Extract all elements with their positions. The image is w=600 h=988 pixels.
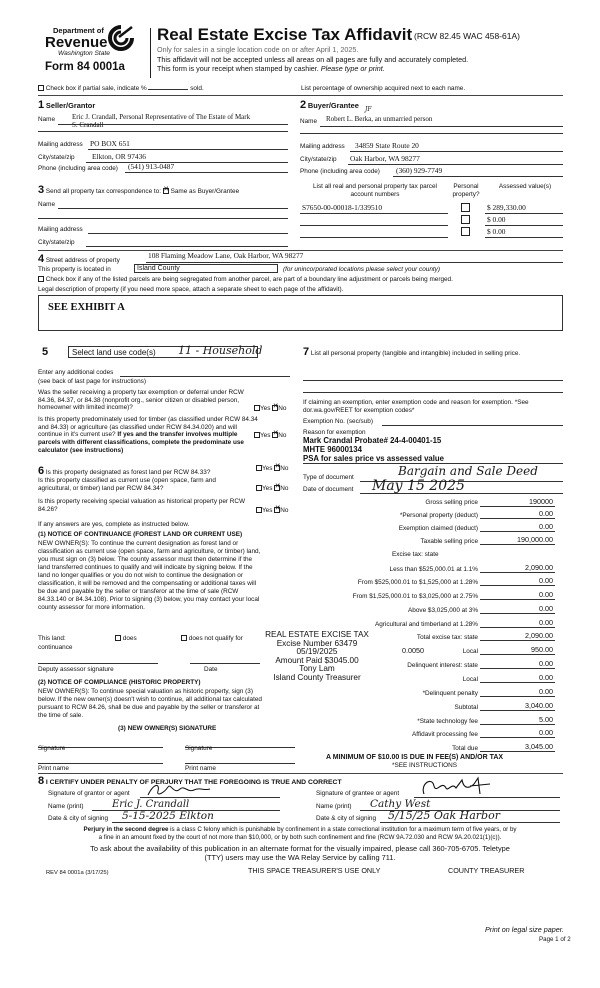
see-instructions: *SEE INSTRUCTIONS [392,762,457,769]
buyer-name-value: Robert L. Berka, an unmarried person [326,115,433,123]
taxable-field[interactable] [480,544,555,545]
does-not-option: does not qualify for [181,635,243,643]
seller-city-field[interactable] [86,162,288,163]
buyer-name-field[interactable] [320,126,563,127]
header-note3: This form is your receipt when stamped by cashier. Please type or print. [157,64,385,73]
buyer-name-line2 [300,133,563,134]
seller-name-value-2: S. Crandall [72,121,104,129]
does-not-checkbox[interactable] [181,635,187,641]
parcel-row-3-personal-checkbox[interactable] [461,227,470,236]
additional-codes-field[interactable] [120,376,290,377]
correspondence-heading: 3 Send all property tax correspondence to: ✕ Same as Buyer/Grantee [38,184,239,197]
partial-sale-checkbox[interactable] [38,85,44,91]
seller-mailing-label: Mailing address [38,141,83,148]
exemption-typed-1: Mark Crandal Probate# 24-4-00401-15 [303,436,442,445]
grantee-name-value: Cathy West [370,798,431,810]
gross-field[interactable] [480,506,555,507]
section5-q1: Was the seller receiving a property tax exemption or deferral under RCW 84.36, 84.37, or 84.38 (nonprofit org., senior citizen or disabled person, homeowner with limited income)? [38,389,244,412]
deputy-date-field[interactable] [190,663,260,664]
type-doc-label: Type of document [303,474,354,481]
historic-no-checkbox[interactable] [274,507,280,513]
grantor-sig-label: Signature of grantor or agent [48,790,130,797]
exemption-deduct-label: Exemption claimed (deduct) [398,525,478,532]
stamp-line4: Amount Paid $3045.00 [275,655,359,665]
current-use-yes-checkbox[interactable] [256,485,262,491]
buyer-mailing-label: Mailing address [300,143,345,150]
seller-name-line2 [38,131,288,132]
tier1-field[interactable] [480,572,555,573]
delinq-penalty-value: 0.00 [539,687,553,696]
corr-city-label: City/state/zip [38,239,75,246]
gross-value: 190000 [529,497,553,506]
deputy-date-label: Date [204,666,218,673]
grantee-date-label: Date & city of signing [316,815,377,822]
tier2-field[interactable] [480,585,555,586]
tier4-field[interactable] [480,613,555,614]
section6-q1-answer: Yes ✕ No [256,465,288,473]
grantor-name-value: Eric J. Crandall [112,799,190,810]
personal-deduct-label: *Personal property (deduct) [399,512,478,519]
seller-heading: 1 Seller/Grantor [38,99,96,111]
partial-sale-label: Check box if partial sale, indicate % [45,85,147,92]
corr-city-field[interactable] [86,246,288,247]
header-note2: This affidavit will not be accepted unless all areas on all pages are fully and accurately completed. [157,55,469,64]
dor-logo [38,24,148,80]
legal-paper-note: Print on legal size paper. [485,925,564,934]
street-row: 4 Street address of property [38,253,120,265]
parcel-row-2-value: $ 0.00 [487,215,506,224]
total-state-label: Total excise tax: state [416,634,478,641]
corr-name-line2 [38,218,288,219]
partial-sale-row [38,85,204,93]
parcel-row-3-field[interactable] [300,237,448,238]
exemption-no-label: Exemption No. (sec/sub) [303,418,373,425]
certify-heading: 8 I CERTIFY UNDER PENALTY OF PERJURY THAT THE FOREGOING IS TRUE AND CORRECT [38,775,342,787]
same-as-buyer-checkbox[interactable] [163,188,169,194]
tech-fee-field[interactable] [480,724,555,725]
notice2-title: (2) NOTICE OF COMPLIANCE (HISTORIC PROPERTY) [38,679,201,686]
parcels-col1-header: List all real and personal property tax parcel account numbers [313,183,437,198]
owner-print-1-label: Print name [38,765,69,772]
exemption-deduct-field[interactable] [480,531,555,532]
notice1-text: NEW OWNER(S): To continue the current designation as forest land or classification as current use (open space, farm and agriculture, or timber) land, you must sign on (3) below. The county assessor must then determine if the land transferred continues to qualify and will indicate by signing below. If the land no longer qualifies or you do not wish to continue the designation or classification, it will be removed and the compensating or additional taxes will be due and payable by the seller or transferor at the time of sale (RCW 84.33.140 or 84.34.108). Prior to signing (3) below, you may contact your local county assessor for more information. [38,540,261,611]
section5-q2-answer: Yes ✕ No [254,432,286,440]
buyer-heading: 2 Buyer/Grantee [300,99,359,111]
owner-signature-1-label: Signature [38,745,66,752]
total-state-value: 2,090.00 [525,631,553,640]
dept-line2: Revenue [45,34,108,51]
partial-percent-field[interactable] [148,89,188,90]
ag-field[interactable] [480,627,555,628]
corr-mailing-label: Mailing address [38,226,83,233]
total-due-value: 3,045.00 [525,742,553,751]
availability-line1: To ask about the availability of this publication in an alternate format for the visually impaired, please call 360-705-6705. Teletype [90,844,510,853]
section6-q2: Is this property classified as current use (open space, farm and agricultural, or timber) land per RCW 84.34? [38,477,216,492]
section5-q1-answer: Yes ✕ No [254,405,286,413]
personal-property-field-2[interactable] [303,392,563,393]
deputy-signature-label: Deputy assessor signature [38,666,114,673]
tech-fee-value: 5.00 [539,715,553,724]
q2-no-checkbox[interactable] [272,432,278,438]
dor-swirl-icon [108,25,134,51]
seller-name-label: Name [38,116,56,123]
corr-name-field[interactable] [58,208,288,209]
subtotal-field[interactable] [480,710,555,711]
stamp-line1: REAL ESTATE EXCISE TAX [265,630,369,639]
segregated-checkbox[interactable] [38,276,44,282]
delinq-local-field[interactable] [480,682,555,683]
parcel-row-1-value-field[interactable] [485,213,563,214]
ownership-note: List percentage of ownership acquired next to each name. [301,85,466,92]
section6-q1: 6 Is this property designated as forest land per RCW 84.33? [38,465,211,477]
total-due-field[interactable] [480,751,555,752]
q2-yes-checkbox[interactable] [254,432,260,438]
dept-line3: Washington State [58,50,110,57]
historic-yes-checkbox[interactable] [256,507,262,513]
stamp-line2: Excise Number 63479 [276,638,358,648]
continuance-label: continuance [38,644,73,651]
grantee-sig-label: Signature of grantee or agent [316,790,400,797]
delinq-local-label: Local [462,676,478,683]
type-doc-value: Bargain and Sale Deed [398,464,538,478]
date-doc-value: May 15 2025 [372,478,465,494]
land-use-handwritten: 11 - Household [178,344,263,357]
forest-yes-checkbox[interactable] [256,465,262,471]
deputy-signature-field[interactable] [38,663,158,664]
subtotal-label: Subtotal [454,704,478,711]
parcel-row-1-number: S7650-00-00018-1/339510 [302,203,383,212]
section6-q3: Is this property receiving special valuation as historical property per RCW 84.26? [38,498,246,513]
exemption-deduct-value: 0.00 [539,522,553,531]
current-use-no-checkbox[interactable] [274,485,280,491]
reason-label: Reason for exemption [303,429,366,436]
form-number: Form 84 0001a [45,61,125,73]
buyer-city-label: City/state/zip [300,156,337,163]
grantee-name-label: Name (print) [316,803,352,810]
section5-q2: Is this property predominately used for timber (as classified under RCW 84.34 and 84.33) or agriculture (as classified under RCW 84.34.020) and will continue in it's current use? If yes and the transfer involves multiple parcels with different classifications, complete the predominate use calculator (see instructions) [38,416,258,454]
forest-no-checkbox[interactable] [274,465,280,471]
located-note: (for unincorporated locations please select your county) [283,266,441,273]
section5-number: 5 [42,346,49,358]
form-rcw: (RCW 82.45 WAC 458-61A) [414,31,520,41]
taxable-value: 190,000.00 [517,535,553,544]
tier1-value: 2,090.00 [525,563,553,572]
availability-line2: (TTY) users may use the WA Relay Service by calling 711. [204,853,396,862]
grantee-date-value: 5/15/25 Oak Harbor [388,809,500,822]
parcel-row-3-value-field[interactable] [485,237,563,238]
personal-deduct-value: 0.00 [539,509,553,518]
parcel-row-1-value: $ 289,330.00 [487,203,526,212]
delinq-state-field[interactable] [480,668,555,669]
delinq-state-value: 0.00 [539,659,553,668]
processing-fee-label: Affidavit processing fee [412,731,478,738]
owner-print-2-label: Print name [185,765,216,772]
parcels-col3-header: Assessed value(s) [498,183,552,190]
gross-label: Gross selling price [425,499,478,506]
buyer-phone-value: (360) 929-7749 [396,166,443,175]
notice1-title: (1) NOTICE OF CONTINUANCE (FOREST LAND OR CURRENT USE) [38,531,243,538]
local-rate: 0.0050 [402,646,424,655]
tech-fee-label: *State technology fee [417,718,478,725]
delinq-penalty-field[interactable] [480,696,555,697]
page-number: Page 1 of 2 [539,936,571,943]
seller-phone-field[interactable] [125,172,288,173]
buyer-phone-label: Phone (including area code) [300,168,380,175]
subtotal-value: 3,040.00 [525,701,553,710]
exemption-typed-2: MHTE 96000134 [303,445,362,454]
perjury-line2: a fine in an amount fixed by the court of not more than $10,000, or by both such confinement and fine (RCW 9A.72.030 and RCW 9A.20.021(1)(c)). [98,834,502,841]
seller-name-value: Eric J. Crandall, Personal Representative of The Estate of Mark [72,113,251,121]
corr-mailing-field[interactable] [88,233,288,234]
treasurer-only: THIS SPACE TREASURER'S USE ONLY [248,866,381,875]
grantee-signature [418,774,496,800]
buyer-city-value: Oak Harbor, WA 98277 [350,154,420,163]
does-option: does [115,635,137,643]
buyer-name-label: Name [300,118,318,125]
header-note1: Only for sales in a single location code on or after April 1, 2025. [157,45,359,54]
seller-city-label: City/state/zip [38,154,75,161]
buyer-mailing-value: 34859 State Route 20 [355,141,419,150]
land-use-select-label: Select land use code(s) [72,348,156,357]
partial-sold-label: sold. [190,85,204,92]
personal-property-label: 7 List all personal property (tangible and intangible) included in selling price. [303,346,521,358]
treasurer-stamp [258,631,376,683]
owner-print-1-field[interactable] [38,763,163,764]
tier2-label: From $525,000.01 to $1,525,000 at 1.28% [357,579,478,586]
buyer-initials: JF [365,106,372,113]
personal-deduct-field[interactable] [480,518,555,519]
rev-number: REV 84 0001a (3/17/25) [46,870,109,876]
tier4-label: Above $3,025,000 at 3% [408,607,478,614]
parcels-col2-header: Personal property? [452,183,480,198]
tier3-field[interactable] [480,599,555,600]
excise-state-header: Excise tax: state [392,551,439,558]
form-title: Real Estate Excise Tax Affidavit [157,25,413,44]
processing-fee-value: 0.00 [539,728,553,737]
date-doc-label: Date of document [303,486,354,493]
q1-yes-checkbox[interactable] [254,405,260,411]
if-yes-note: If any answers are yes, complete as instructed below. [38,521,190,528]
owner-signature-2-label: Signature [185,745,213,752]
legal-description-value: SEE EXHIBIT A [48,302,125,313]
delinq-local-value: 0.00 [539,673,553,682]
seller-city-value: Elkton, OR 97436 [92,152,146,161]
minimum-note: A MINIMUM OF $10.00 IS DUE IN FEE(S) AND/OR TAX [326,754,504,761]
located-label: This property is located in [38,266,111,273]
personal-property-field-1[interactable] [303,380,563,381]
delinq-penalty-label: *Delinquent penalty [422,690,478,697]
segregated-row: Check box if any of the listed parcels are being segregated from another parcel, are part of a boundary line adjustment or parcels being merged. [38,276,453,284]
street-value: 108 Flaming Meadow Lane, Oak Harbor, WA 98277 [148,251,304,260]
exemption-label: If claiming an exemption, enter exemption code and reason for exemption. *See dor.wa.gov/REET for exemption codes* [303,399,529,414]
street-field[interactable] [146,262,563,263]
additional-codes-label: Enter any additional codes [38,369,114,376]
this-land-label: This land: [38,635,66,642]
header-divider [150,28,151,78]
stamp-line6: Island County Treasurer [273,673,361,683]
seller-mailing-value: PO BOX 651 [90,139,130,148]
local-label: Local [462,648,478,655]
county-select[interactable]: Island County [134,264,278,273]
local-field[interactable] [480,654,555,655]
parcel-row-2-value-field[interactable] [485,225,563,226]
taxable-label: Taxable selling price [420,538,478,545]
buyer-phone-field[interactable] [393,176,563,177]
ag-label: Agricultural and timberland at 1.28% [374,621,478,628]
grantor-date-label: Date & city of signing [48,815,109,822]
owner-print-2-field[interactable] [185,763,295,764]
total-state-field[interactable] [480,640,555,641]
buyer-city-field[interactable] [348,164,563,165]
dept-line1: Department of [53,26,104,35]
grantor-name-label: Name (print) [48,803,84,810]
does-checkbox[interactable] [115,635,121,641]
section6-q3-answer: Yes ✕ No [256,507,288,515]
total-due-label: Total due [452,745,478,752]
exemption-no-field[interactable] [382,425,563,426]
county-treasurer: COUNTY TREASURER [448,866,525,875]
divider [38,95,563,96]
seller-phone-value: (541) 913-0487 [128,162,175,171]
tier2-value: 0.00 [539,576,553,585]
notice2-text: NEW OWNER(S): To continue special valuation as historic property, sign (3) below. If the new owner(s) doesn't wish to continue, all additional tax calculated pursuant to RCW 84.26, shall be due and payable by the seller or transferor at the time of sale. [38,688,262,719]
tier1-label: Less than $525,000.01 at 1.1% [389,566,478,573]
buyer-mailing-field[interactable] [350,151,563,152]
seller-mailing-field[interactable] [88,149,288,150]
q1-no-checkbox[interactable] [272,405,278,411]
tier4-value: 0.00 [539,604,553,613]
seller-phone-label: Phone (including area code) [38,165,118,172]
local-value: 950.00 [531,645,553,654]
stamp-line3: 05/19/2025 [296,647,338,657]
grantor-date-value: 5-15-2025 Elkton [122,810,214,822]
parcel-row-3-value: $ 0.00 [487,227,506,236]
delinq-state-label: Delinquent interest: state [407,662,478,669]
grantor-signature [144,781,214,799]
perjury-line1: Perjury in the second degree is a class C felony which is punishable by confinement in a state correctional institution for a maximum term of five years, or by [83,826,517,833]
legal-label: Legal description of property (if you need more space, attach a separate sheet to each page of the affidavit). [38,286,344,293]
parcel-row-1-field[interactable] [300,213,448,214]
see-back-note: (see back of last page for instructions) [38,378,146,385]
ag-value: 0.00 [539,618,553,627]
exemption-typed-3: PSA for sales price vs assessed value [303,454,445,463]
new-owner-title: (3) NEW OWNER(S) SIGNATURE [118,725,217,732]
section6-q2-answer: Yes ✕ No [256,485,288,493]
parcel-row-2-personal-checkbox[interactable] [461,215,470,224]
processing-fee-field[interactable] [480,737,555,738]
stamp-line5: Tony Lam [299,664,335,674]
corr-name-label: Name [38,201,56,208]
tier3-label: From $1,525,000.01 to $3,025,000 at 2.75% [352,593,478,600]
parcel-row-1-personal-checkbox[interactable] [461,203,470,212]
parcel-row-2-field[interactable] [300,225,448,226]
tier3-value: 0.00 [539,590,553,599]
